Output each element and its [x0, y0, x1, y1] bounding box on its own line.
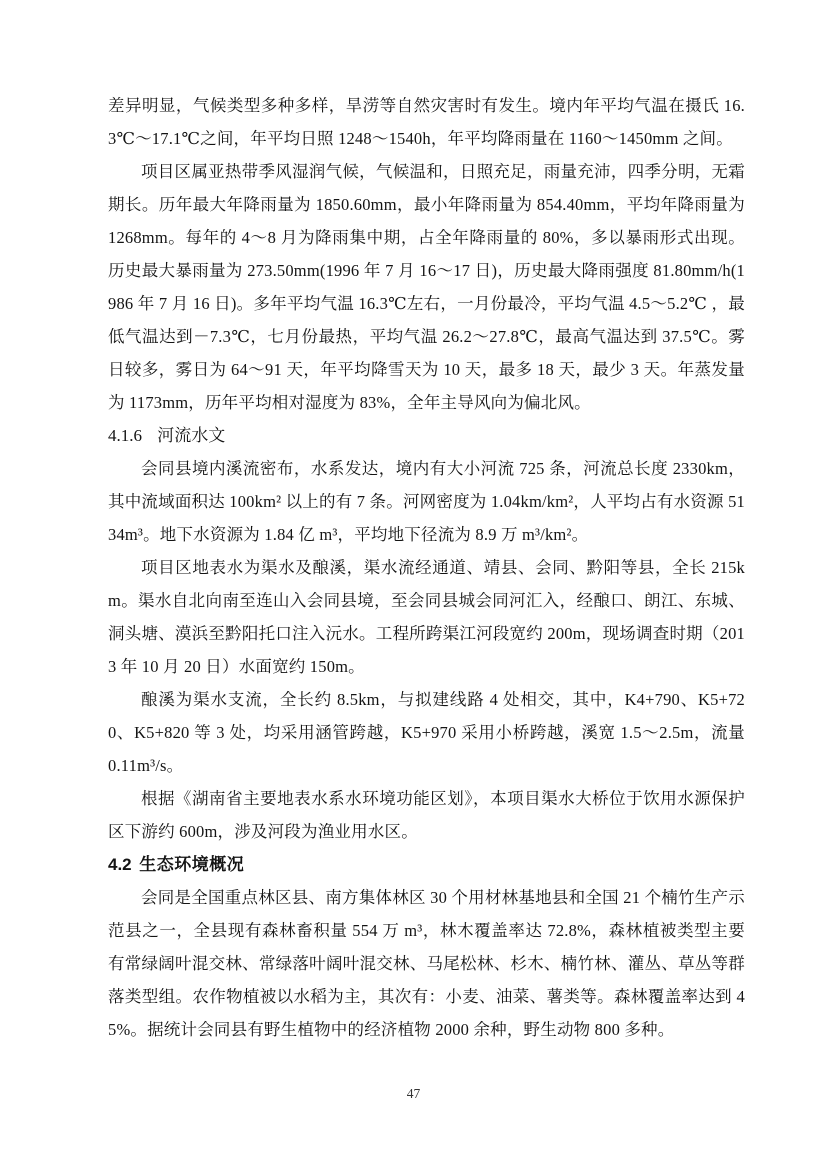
paragraph-water-function-zone: 根据《湖南省主要地表水系水环境功能区划》，本项目渠水大桥位于饮用水源保护区下游约 600m，涉及河段为渔业用水区。	[108, 789, 745, 841]
paragraph-niangxi-stream: 酿溪为渠水支流，全长约 8.5km，与拟建线路 4 处相交，其中，K4+790、K5+720、K5+820 等 3 处，均采用涵管跨越，K5+970 采用小桥跨越，溪宽 1.5～2.5m，流量 0.11m³/s。	[108, 690, 745, 775]
paragraph-climate-overview: 项目区属亚热带季风湿润气候，气候温和，日照充足，雨量充沛，四季分明，无霜期长。历年最大年降雨量为 1850.60mm，最小年降雨量为 854.40mm，平均年降雨量为 1268mm。每年的 4～8 月为降雨集中期，占全年降雨量的 80%，多以暴雨形式出现。历史最大暴雨量为 273.50mm(1996 年 7 月 16～17 日)，历史最大降雨强度 81.80mm/h(1986 年 7 月 16 日)。多年平均气温 16.3℃左右，一月份最冷，平均气温 4.5～5.2℃ ，最低气温达到－7.3℃，七月份最热，平均气温 26.2～27.8℃，最高气温达到 37.5℃。雾日较多，雾日为 64～91 天，年平均降雪天为 10 天，最多 18 天，最少 3 天。年蒸发量为 1173mm，历年平均相对湿度为 83%，全年主导风向为偏北风。	[108, 162, 745, 412]
heading-section-4-2	[108, 848, 745, 881]
paragraph-forest-ecology: 会同是全国重点林区县、南方集体林区 30 个用材林基地县和全国 21 个楠竹生产示范县之一，全县现有森林畜积量 554 万 m³，林木覆盖率达 72.8%，森林植被类型主要有常绿阔叶混交林、常绿落叶阔叶混交林、马尾松林、杉木、楠竹林、灌丛、草丛等群落类型组。农作物植被以水稻为主，其次有：小麦、油菜、薯类等。森林覆盖率达到 45%。据统计会同县有野生植物中的经济植物 2000 余种，野生动物 800 多种。	[108, 888, 745, 1039]
heading-title: 河流水文	[157, 426, 226, 445]
heading-section-4-1-6	[108, 419, 745, 452]
paragraph-rivers: 会同县境内溪流密布，水系发达，境内有大小河流 725 条，河流总长度 2330km，其中流域面积达 100km² 以上的有 7 条。河网密度为 1.04km/km²，人平均占有水资源 5134m³。地下水资源为 1.84 亿 m³，平均地下径流为 8.9 万 m³/km²。	[108, 459, 745, 544]
document-body	[108, 89, 745, 1046]
paragraph-climate-continuation: 差异明显，气候类型多种多样，旱涝等自然灾害时有发生。境内年平均气温在摄氏 16.3℃～17.1℃之间，年平均日照 1248～1540h，年平均降雨量在 1160～1450mm 之间。	[108, 96, 745, 148]
page-number: 47	[406, 1086, 421, 1101]
heading-number: 4.2	[108, 855, 132, 874]
paragraph-qushui-river: 项目区地表水为渠水及酿溪，渠水流经通道、靖县、会同、黔阳等县，全长 215km。渠水自北向南至连山入会同县境，至会同县城会同河汇入，经酿口、朗江、东城、洞头塘、漠浜至黔阳托口注入沅水。工程所跨渠江河段宽约 200m，现场调查时期（2013 年 10 月 20 日）水面宽约 150m。	[108, 558, 745, 676]
heading-number: 4.1.6	[108, 426, 142, 445]
heading-title: 生态环境概况	[139, 855, 245, 874]
